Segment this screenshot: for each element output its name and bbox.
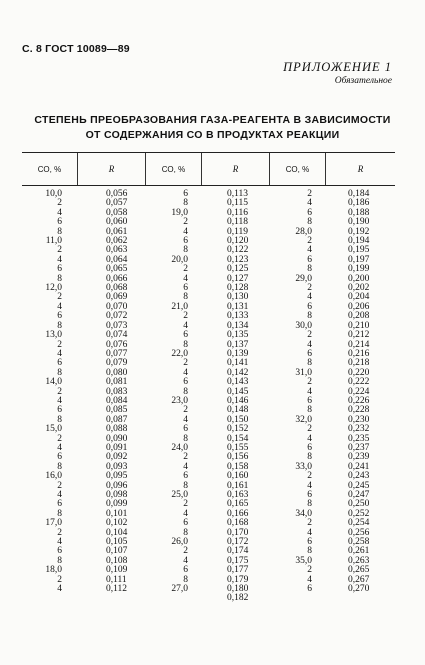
- table-cell: 2: [307, 236, 312, 247]
- table-cell: 4: [307, 574, 312, 585]
- table-cell: 8: [183, 386, 188, 397]
- table-cell: 30,0: [295, 320, 312, 331]
- table-cell: 2: [57, 574, 62, 585]
- table-cell: 6: [57, 405, 62, 416]
- table-cell: 0,204: [348, 292, 370, 303]
- table-cell: 0,108: [106, 555, 128, 566]
- table-cell: 0,216: [348, 348, 370, 359]
- table-cell: 0,104: [106, 527, 128, 538]
- table-cell: 8: [57, 320, 62, 331]
- table-cell: 8: [183, 339, 188, 350]
- table-cell: 0,261: [348, 546, 370, 557]
- table-cell: 2: [183, 264, 188, 275]
- table-cell: 0,206: [348, 301, 370, 312]
- table-cell: 4: [307, 245, 312, 256]
- title-line-1: СТЕПЕНЬ ПРЕОБРАЗОВАНИЯ ГАЗА-РЕАГЕНТА В ЗАВИСИМОСТИ: [34, 114, 391, 126]
- table-cell: 17,0: [45, 518, 62, 529]
- table-cell: 34,0: [295, 508, 312, 519]
- table-cell: 0,252: [348, 508, 370, 519]
- table-cell: 0,256: [348, 527, 370, 538]
- table-cell: 2: [183, 405, 188, 416]
- table-cell: 8: [307, 217, 312, 228]
- table-cell: 0,125: [227, 264, 249, 275]
- table-cell: 4: [307, 339, 312, 350]
- table-cell: 6: [57, 499, 62, 510]
- table-cell: 0,226: [348, 395, 370, 406]
- table-cell: 6: [307, 348, 312, 359]
- header-co-3: СО, %: [285, 164, 310, 174]
- table-cell: 0,093: [106, 461, 128, 472]
- table-cell: 0,074: [106, 330, 128, 341]
- table-cell: 0,175: [227, 555, 249, 566]
- table-cell: 6: [183, 236, 188, 247]
- table-cell: 4: [307, 292, 312, 303]
- table-cell: 0,146: [227, 395, 249, 406]
- table-cell: 8: [307, 405, 312, 416]
- table-cell: 6: [183, 565, 188, 576]
- table-cell: 0,267: [348, 574, 370, 585]
- table-cell: 11,0: [45, 236, 62, 247]
- table-cell: 0,230: [348, 414, 370, 425]
- table-cell: 0,210: [348, 320, 370, 331]
- table-cell: 35,0: [295, 555, 312, 566]
- table-cell: 0,116: [227, 207, 249, 218]
- table-cell: 6: [307, 584, 312, 595]
- table-cell: 0,131: [227, 301, 249, 312]
- header-co-2: СО, %: [161, 164, 186, 174]
- table-cell: 0,190: [348, 217, 370, 228]
- table-cell: 8: [307, 311, 312, 322]
- table-cell: 0,182: [227, 593, 249, 604]
- table-cell: 0,076: [106, 339, 128, 350]
- table-cell: 27,0: [171, 584, 188, 595]
- table-cell: 0,235: [348, 433, 370, 444]
- table-cell: 16,0: [45, 471, 62, 482]
- table-cell: 6: [57, 264, 62, 275]
- co-column-2: [146, 190, 188, 594]
- table-cell: 6: [307, 301, 312, 312]
- table-cell: 4: [57, 207, 62, 218]
- table-cell: 0,099: [106, 499, 128, 510]
- table-cell: 20,0: [171, 254, 188, 265]
- r-column-3: [348, 190, 398, 594]
- table-cell: 4: [307, 386, 312, 397]
- table-cell: 0,145: [227, 386, 249, 397]
- table-cell: 0,107: [106, 546, 128, 557]
- table-cell: 19,0: [171, 207, 188, 218]
- table-cell: 0,188: [348, 207, 370, 218]
- table-cell: 6: [183, 283, 188, 294]
- table-cell: 28,0: [295, 226, 312, 237]
- table-cell: 0,172: [227, 537, 249, 548]
- table-cell: 0,202: [348, 283, 370, 294]
- table-cell: 0,101: [106, 508, 128, 519]
- table-cell: 2: [307, 189, 312, 199]
- table-cell: 2: [183, 499, 188, 510]
- table-cell: 0,180: [227, 584, 249, 595]
- table-cell: 0,066: [106, 273, 128, 284]
- table-cell: 0,241: [348, 461, 370, 472]
- header-r-2: R: [232, 164, 239, 174]
- table-cell: 0,112: [106, 584, 128, 595]
- table-cell: 0,062: [106, 236, 128, 247]
- table-cell: 2: [307, 471, 312, 482]
- table-cell: 0,064: [106, 254, 128, 265]
- table-cell: 0,165: [227, 499, 249, 510]
- table-cell: 0,141: [227, 358, 249, 369]
- table-cell: 0,091: [106, 442, 128, 453]
- table-cell: 0,070: [106, 301, 128, 312]
- table-cell: 2: [183, 452, 188, 463]
- table-cell: 0,199: [348, 264, 370, 275]
- table-cell: 0,077: [106, 348, 128, 359]
- table-cell: 29,0: [295, 273, 312, 284]
- table-cell: 4: [307, 527, 312, 538]
- table-cell: 0,245: [348, 480, 370, 491]
- table-cell: 0,160: [227, 471, 249, 482]
- title-line-2: ОТ СОДЕРЖАНИЯ СО В ПРОДУКТАХ РЕАКЦИИ: [85, 129, 340, 141]
- table-cell: 10,0: [45, 189, 62, 199]
- header-r-3: R: [357, 164, 364, 174]
- table-cell: 0,130: [227, 292, 249, 303]
- table-cell: 0,195: [348, 245, 370, 256]
- table-cell: 4: [183, 273, 188, 284]
- table-cell: 0,133: [227, 311, 249, 322]
- table-cell: 0,247: [348, 490, 370, 500]
- table-cell: 0,090: [106, 433, 128, 444]
- table-cell: 6: [57, 452, 62, 463]
- table-cell: 0,095: [106, 471, 128, 482]
- table-cell: 0,128: [227, 283, 249, 294]
- table-cell: 2: [57, 292, 62, 303]
- table-cell: 0,065: [106, 264, 128, 275]
- table-cell: 0,174: [227, 546, 249, 557]
- table-cell: 0,061: [106, 226, 128, 237]
- table-cell: 0,239: [348, 452, 370, 463]
- table-cell: 4: [57, 301, 62, 312]
- table-cell: 4: [57, 442, 62, 453]
- table-cell: 0,222: [348, 377, 370, 388]
- table-cell: 2: [57, 386, 62, 397]
- table-cell: 4: [57, 348, 62, 359]
- table-cell: 0,212: [348, 330, 370, 341]
- table-cell: 0,096: [106, 480, 128, 491]
- table-cell: 0,166: [227, 508, 249, 519]
- table-cell: 13,0: [45, 330, 62, 341]
- table-cell: 8: [183, 574, 188, 585]
- table-cell: 0,109: [106, 565, 128, 576]
- table-cell: 0,208: [348, 311, 370, 322]
- table-cell: 12,0: [45, 283, 62, 294]
- table-cell: 15,0: [45, 424, 62, 435]
- table-cell: 6: [307, 442, 312, 453]
- table-cell: 0,119: [227, 226, 249, 237]
- table-cell: 0,137: [227, 339, 249, 350]
- table-cell: 0,063: [106, 245, 128, 256]
- table-cell: 0,243: [348, 471, 370, 482]
- table-cell: 0,118: [227, 217, 249, 228]
- table-cell: 0,163: [227, 490, 249, 500]
- table-cell: 8: [307, 264, 312, 275]
- table-cell: 0,152: [227, 424, 249, 435]
- appendix-title: ПРИЛОЖЕНИЕ 1: [283, 60, 392, 74]
- table-cell: 8: [307, 546, 312, 557]
- table-cell: 0,254: [348, 518, 370, 529]
- header-co-1: СО, %: [37, 164, 62, 174]
- appendix-block: [283, 60, 392, 86]
- table-cell: 8: [183, 433, 188, 444]
- table-cell: 0,111: [106, 574, 127, 585]
- table-cell: 2: [307, 518, 312, 529]
- table-cell: 0,105: [106, 537, 128, 548]
- table-cell: 0,158: [227, 461, 249, 472]
- table-cell: 0,135: [227, 330, 249, 341]
- table-cell: 2: [183, 358, 188, 369]
- table-cell: 22,0: [171, 348, 188, 359]
- table-cell: 0,142: [227, 367, 249, 378]
- table-cell: 0,122: [227, 245, 249, 256]
- table-cell: 0,057: [106, 198, 128, 209]
- table-cell: 6: [183, 518, 188, 529]
- table-cell: 0,092: [106, 452, 128, 463]
- table-cell: 0,134: [227, 320, 249, 331]
- table-cell: 0,232: [348, 424, 370, 435]
- table-cell: 0,250: [348, 499, 370, 510]
- header-r-1: R: [108, 164, 115, 174]
- table-cell: 8: [183, 480, 188, 491]
- table-cell: 4: [57, 537, 62, 548]
- table-cell: 4: [57, 395, 62, 406]
- table-cell: 0,123: [227, 254, 249, 265]
- table-cell: 0,060: [106, 217, 128, 228]
- table-cell: 6: [307, 537, 312, 548]
- table-cell: 0,120: [227, 236, 249, 247]
- table-cell: 8: [57, 226, 62, 237]
- table-cell: 6: [57, 217, 62, 228]
- table-cell: 0,081: [106, 377, 128, 388]
- table-cell: 0,161: [227, 480, 249, 491]
- table-cell: 14,0: [45, 377, 62, 388]
- table-cell: 4: [183, 226, 188, 237]
- table-cell: 6: [307, 395, 312, 406]
- table-cell: 0,150: [227, 414, 249, 425]
- table-cell: 26,0: [171, 537, 188, 548]
- table-cell: 0,068: [106, 283, 128, 294]
- table-cell: 0,197: [348, 254, 370, 265]
- table-cell: 0,224: [348, 386, 370, 397]
- table-cell: 0,265: [348, 565, 370, 576]
- table-cell: 0,079: [106, 358, 128, 369]
- table-cell: 0,073: [106, 320, 128, 331]
- table-cell: 8: [183, 527, 188, 538]
- table-cell: 0,058: [106, 207, 128, 218]
- table-cell: 6: [183, 471, 188, 482]
- table-cell: 8: [57, 414, 62, 425]
- table-cell: 0,115: [227, 198, 249, 209]
- table-cell: 8: [57, 367, 62, 378]
- table-cell: 4: [183, 367, 188, 378]
- table-cell: 0,127: [227, 273, 249, 284]
- appendix-subtitle: Обязательное: [334, 76, 392, 86]
- table-cell: 2: [57, 245, 62, 256]
- table-cell: 0,228: [348, 405, 370, 416]
- co-column-1: [22, 190, 62, 594]
- table-cell: 6: [57, 546, 62, 557]
- table-cell: 0,184: [348, 189, 370, 199]
- table-cell: 6: [307, 254, 312, 265]
- table-cell: 0,270: [348, 584, 370, 595]
- table-cell: 0,139: [227, 348, 249, 359]
- table-cell: 0,200: [348, 273, 370, 284]
- table-cell: 0,085: [106, 405, 128, 416]
- table-cell: 2: [57, 433, 62, 444]
- table-cell: 0,186: [348, 198, 370, 209]
- table-cell: 0,102: [106, 518, 128, 529]
- table-cell: 4: [183, 555, 188, 566]
- table-cell: 6: [183, 189, 188, 199]
- table-cell: 8: [307, 358, 312, 369]
- table-cell: 4: [183, 461, 188, 472]
- table-cell: 0,154: [227, 433, 249, 444]
- table-cell: 8: [57, 508, 62, 519]
- table-cell: 4: [307, 433, 312, 444]
- table-cell: 6: [183, 377, 188, 388]
- table-cell: 0,113: [227, 189, 249, 199]
- table-cell: 2: [57, 527, 62, 538]
- table-cell: 4: [57, 254, 62, 265]
- table-cell: 2: [307, 283, 312, 294]
- table-cell: 8: [183, 292, 188, 303]
- table-cell: 0,098: [106, 490, 128, 500]
- table-cell: 0,148: [227, 405, 249, 416]
- table-cell: 6: [57, 358, 62, 369]
- table-cell: 8: [183, 198, 188, 209]
- document-title: [0, 113, 425, 143]
- table-cell: 8: [183, 245, 188, 256]
- table-cell: 8: [57, 461, 62, 472]
- table-cell: 2: [307, 565, 312, 576]
- table-cell: 2: [183, 546, 188, 557]
- table-cell: 0,087: [106, 414, 128, 425]
- table-cell: 32,0: [295, 414, 312, 425]
- table-cell: 2: [183, 217, 188, 228]
- table-cell: 2: [57, 198, 62, 209]
- table-cell: 2: [57, 480, 62, 491]
- page-header: С. 8 ГОСТ 10089—89: [22, 43, 130, 55]
- table-cell: 4: [57, 584, 62, 595]
- table-cell: 2: [307, 424, 312, 435]
- table-cell: 0,083: [106, 386, 128, 397]
- table-cell: 4: [183, 414, 188, 425]
- table-cell: 0,192: [348, 226, 370, 237]
- table-cell: 4: [183, 508, 188, 519]
- table-cell: 0,072: [106, 311, 128, 322]
- table-cell: 0,218: [348, 358, 370, 369]
- table-cell: 2: [307, 377, 312, 388]
- table-cell: 6: [307, 207, 312, 218]
- table-cell: 0,069: [106, 292, 128, 303]
- table-cell: 2: [57, 339, 62, 350]
- table-cell: 0,143: [227, 377, 249, 388]
- table-cell: 21,0: [171, 301, 188, 312]
- table-cell: 2: [307, 330, 312, 341]
- table-cell: 8: [307, 452, 312, 463]
- table-cell: 4: [307, 198, 312, 209]
- table-cell: 6: [183, 330, 188, 341]
- table-cell: 0,084: [106, 395, 128, 406]
- table-cell: 8: [307, 499, 312, 510]
- table-cell: 25,0: [171, 490, 188, 500]
- table-cell: 4: [307, 480, 312, 491]
- table-header: [22, 152, 395, 186]
- table-cell: 0,168: [227, 518, 249, 529]
- table-cell: 4: [183, 320, 188, 331]
- table-cell: 8: [57, 273, 62, 284]
- table-cell: 6: [57, 311, 62, 322]
- table-cell: 0,080: [106, 367, 128, 378]
- table-cell: 0,056: [106, 189, 128, 199]
- table-cell: 0,258: [348, 537, 370, 548]
- table-cell: 0,220: [348, 367, 370, 378]
- table-cell: 6: [307, 490, 312, 500]
- table-cell: 6: [183, 424, 188, 435]
- table-cell: 18,0: [45, 565, 62, 576]
- table-cell: 0,179: [227, 574, 249, 585]
- table-cell: 0,155: [227, 442, 249, 453]
- table-cell: 0,170: [227, 527, 249, 538]
- table-cell: 23,0: [171, 395, 188, 406]
- table-cell: 8: [57, 555, 62, 566]
- table-cell: 0,214: [348, 339, 370, 350]
- table-cell: 2: [183, 311, 188, 322]
- table-cell: 0,088: [106, 424, 128, 435]
- table-cell: 0,156: [227, 452, 249, 463]
- table-cell: 4: [57, 490, 62, 500]
- table-cell: 31,0: [295, 367, 312, 378]
- table-cell: 0,177: [227, 565, 249, 576]
- co-column-3: [268, 190, 312, 594]
- table-cell: 0,194: [348, 236, 370, 247]
- table-cell: 0,237: [348, 442, 370, 453]
- table-cell: 24,0: [171, 442, 188, 453]
- table-cell: 0,263: [348, 555, 370, 566]
- table-cell: 33,0: [295, 461, 312, 472]
